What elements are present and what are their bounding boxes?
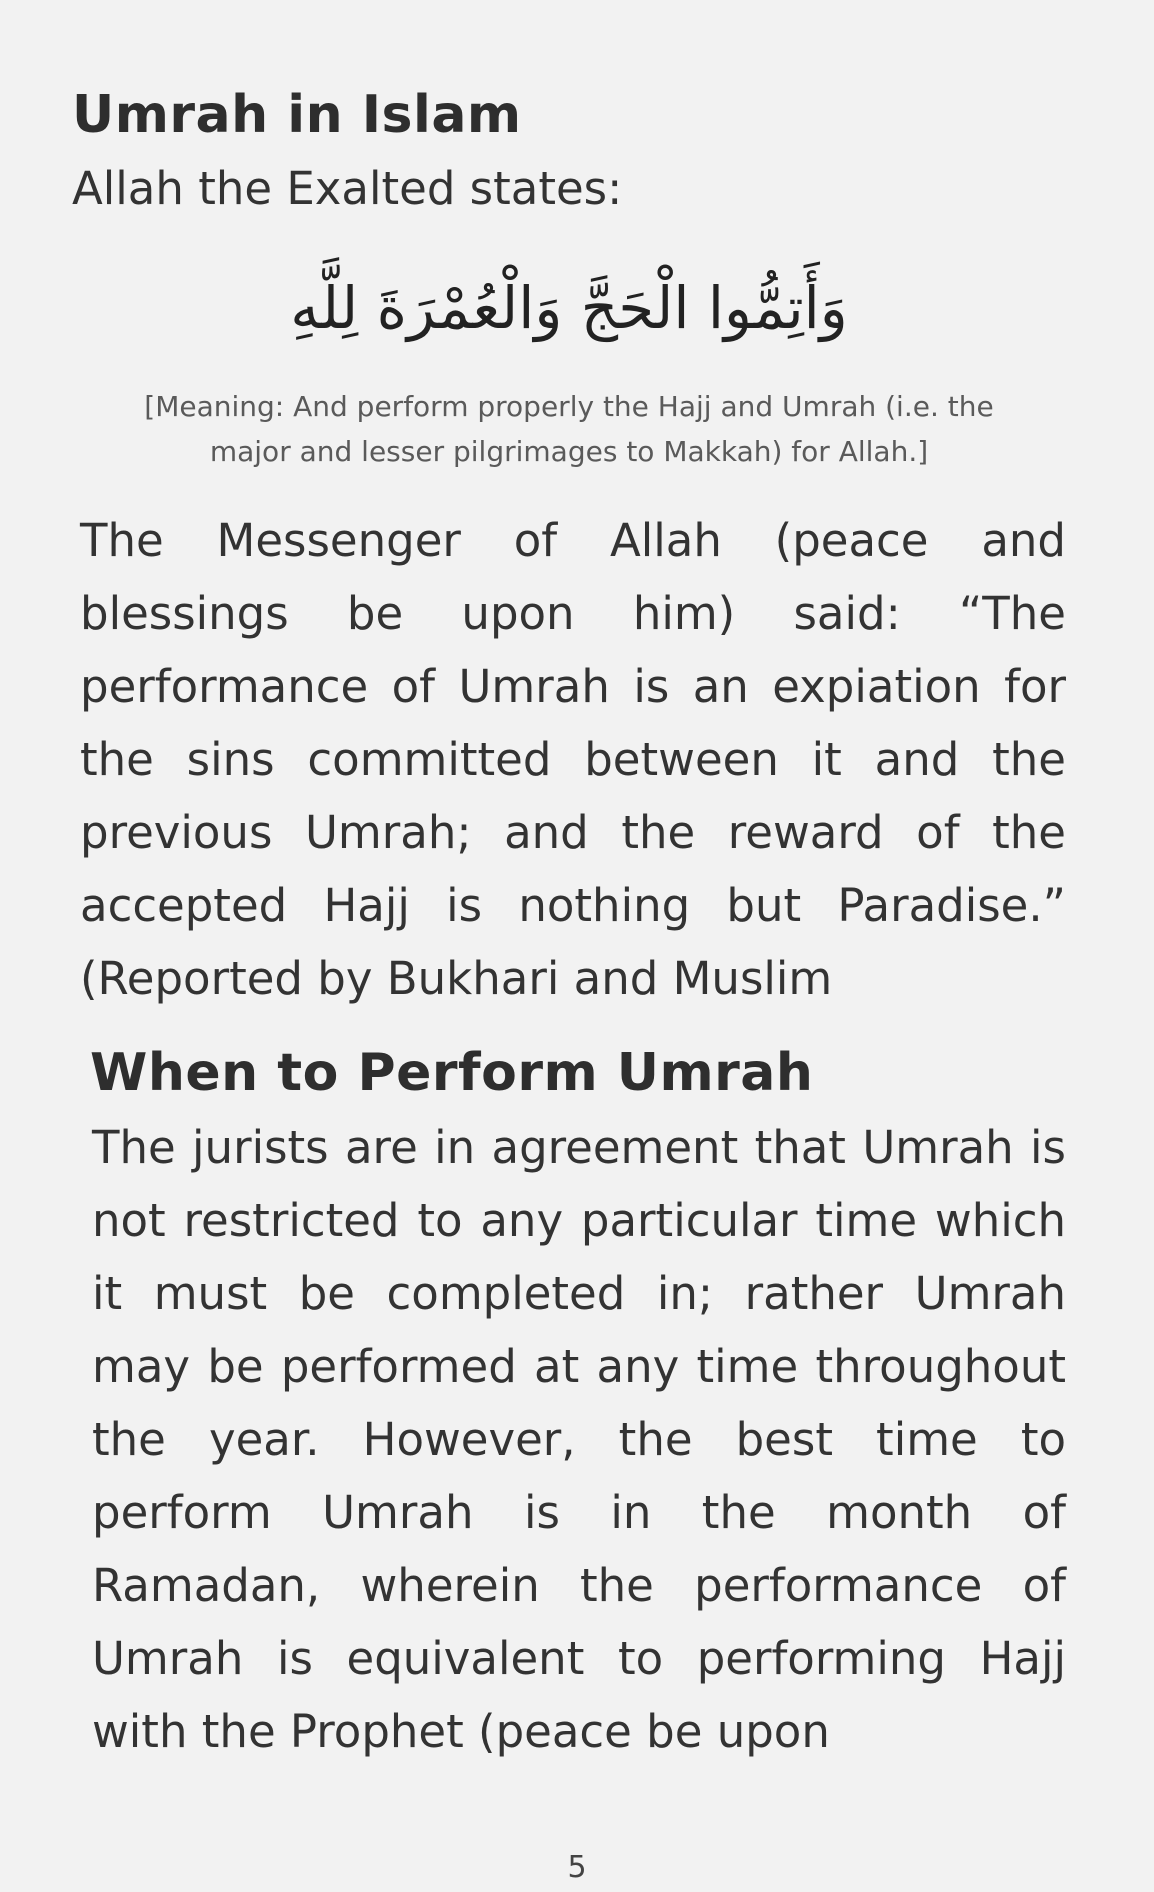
verse-meaning: [Meaning: And perform properly the Hajj and Umrah (i.e. the major and lesser pilgrimages to Makkah) for Allah.] xyxy=(144,390,994,468)
heading-when-to-perform: When to Perform Umrah xyxy=(90,1043,814,1103)
arabic-verse: وَأَتِمُّوا الْحَجَّ وَالْعُمْرَةَ لِلَّهِ xyxy=(290,274,848,342)
timing-paragraph: The jurists are in agreement that Umrah is not restricted to any particular time which it must be completed in; rather Umrah may be performed at any time throughout the year. However, the best time to perform Umrah is in the month of Ramadan, wherein the performance of Umrah is equivalent to performing Hajj with the Prophet (peace be upon xyxy=(92,1121,1066,1758)
hadith-paragraph: The Messenger of Allah (peace and blessings be upon him) said: “The performance of Umrah is an expiation for the sins committed between it and the previous Umrah; and the reward of the accepted Hajj is nothing but Paradise.” (Reported by Bukhari and Muslim xyxy=(80,514,1066,1005)
heading-umrah-in-islam: Umrah in Islam xyxy=(72,85,522,145)
page-number: 5 xyxy=(567,1850,587,1885)
intro-text: Allah the Exalted states: xyxy=(72,162,623,215)
